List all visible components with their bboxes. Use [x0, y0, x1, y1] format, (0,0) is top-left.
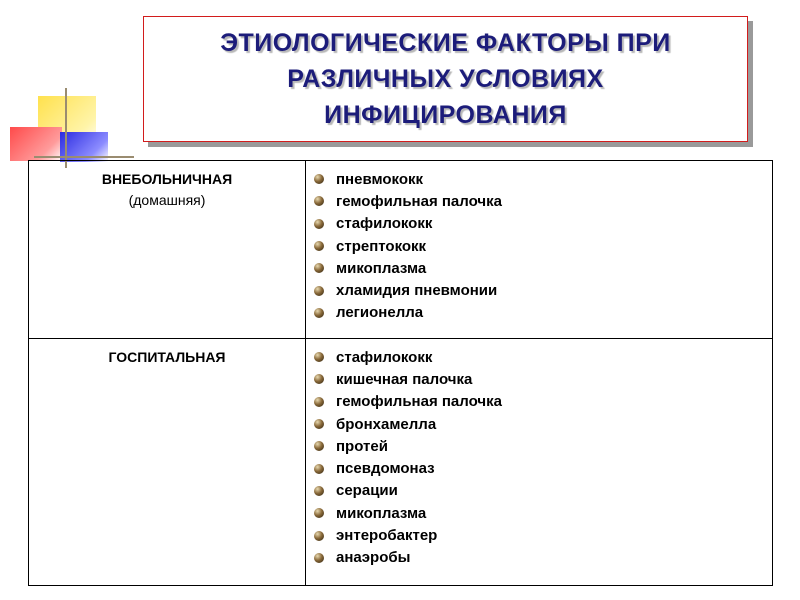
- pathogen-name: стрептококк: [336, 237, 427, 255]
- list-item: [314, 257, 772, 279]
- category-subtitle: (домашняя): [128, 192, 206, 208]
- pathogen-list-cell-community: [306, 161, 773, 339]
- pathogen-name: микоплазма: [336, 504, 427, 522]
- pathogen-name: псевдомоназ: [336, 460, 435, 478]
- sphere-bullet-icon: [314, 374, 324, 384]
- list-item: [314, 457, 772, 479]
- title-box: [143, 16, 748, 142]
- pathogen-name: гемофильная палочка: [336, 393, 502, 411]
- sphere-bullet-icon: [314, 441, 324, 451]
- pathogen-list: [314, 168, 772, 324]
- sphere-bullet-icon: [314, 397, 324, 407]
- sphere-bullet-icon: [314, 196, 324, 206]
- sphere-bullet-icon: [314, 508, 324, 518]
- sphere-bullet-icon: [314, 531, 324, 541]
- pathogen-name: микоплазма: [336, 259, 427, 277]
- table-row-hospital: [29, 339, 773, 586]
- pathogen-name: хламидия пневмонии: [336, 282, 498, 300]
- sphere-bullet-icon: [314, 263, 324, 273]
- list-item: [314, 547, 772, 569]
- pathogen-name: протей: [336, 437, 388, 455]
- sphere-bullet-icon: [314, 286, 324, 296]
- pathogen-list: [314, 346, 772, 569]
- pathogen-name: кишечная палочка: [336, 370, 473, 388]
- list-item: [314, 302, 772, 324]
- pathogen-name: гемофильная палочка: [336, 192, 502, 210]
- list-item: [314, 435, 772, 457]
- list-item: [314, 346, 772, 368]
- category-title: ГОСПИТАЛЬНАЯ: [108, 349, 226, 365]
- pathogen-name: легионелла: [336, 304, 424, 322]
- list-item: [314, 235, 772, 257]
- category-cell-hospital: [29, 339, 306, 586]
- pathogen-name: стафилококк: [336, 348, 433, 366]
- table-row-community: [29, 161, 773, 339]
- list-item: [314, 480, 772, 502]
- list-item: [314, 279, 772, 301]
- pathogen-name: энтеробактер: [336, 527, 438, 545]
- category-title: ВНЕБОЛЬНИЧНАЯ: [101, 171, 233, 187]
- sphere-bullet-icon: [314, 174, 324, 184]
- etiology-table: [28, 160, 773, 586]
- list-item: [314, 368, 772, 390]
- pathogen-name: стафилококк: [336, 215, 433, 233]
- category-cell-community: [29, 161, 306, 339]
- sphere-bullet-icon: [314, 219, 324, 229]
- list-item: [314, 168, 772, 190]
- sphere-bullet-icon: [314, 486, 324, 496]
- sphere-bullet-icon: [314, 464, 324, 474]
- list-item: [314, 524, 772, 546]
- sphere-bullet-icon: [314, 352, 324, 362]
- pathogen-list-cell-hospital: [306, 339, 773, 586]
- pathogen-name: серации: [336, 482, 398, 500]
- slide-title: ЭТИОЛОГИЧЕСКИЕ ФАКТОРЫ ПРИ РАЗЛИЧНЫХ УСЛОВИЯХ ИНФИЦИРОВАНИЯ: [220, 29, 671, 129]
- list-item: [314, 391, 772, 413]
- list-item: [314, 502, 772, 524]
- list-item: [314, 190, 772, 212]
- list-item: [314, 213, 772, 235]
- sphere-bullet-icon: [314, 419, 324, 429]
- pathogen-name: бронхамелла: [336, 415, 437, 433]
- pathogen-name: анаэробы: [336, 549, 411, 567]
- pathogen-name: пневмококк: [336, 170, 424, 188]
- sphere-bullet-icon: [314, 241, 324, 251]
- sphere-bullet-icon: [314, 553, 324, 563]
- decor-horizontal-line: [34, 156, 134, 158]
- sphere-bullet-icon: [314, 308, 324, 318]
- list-item: [314, 413, 772, 435]
